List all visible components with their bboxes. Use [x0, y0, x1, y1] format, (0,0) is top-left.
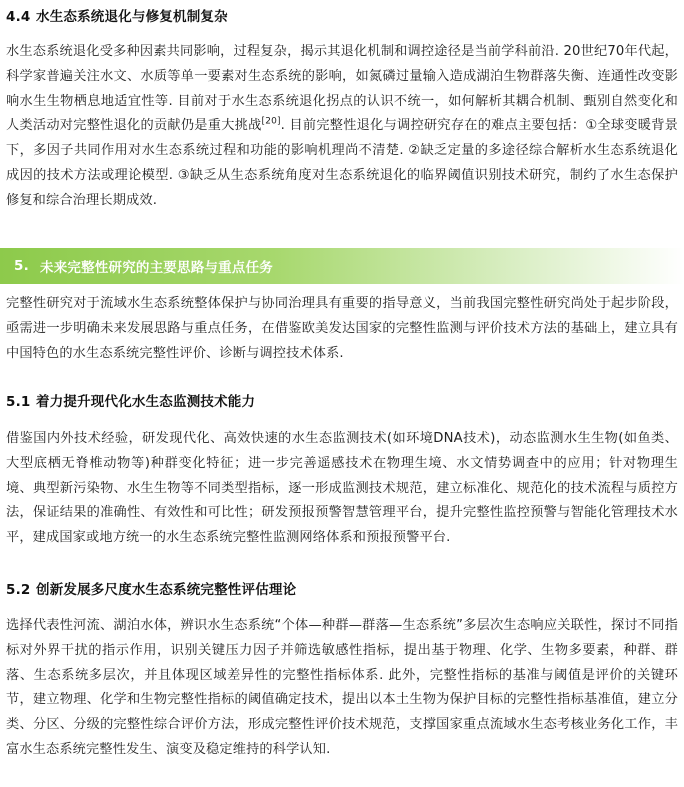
section-number: 5.1	[6, 394, 31, 410]
paragraph-text: 水生态系统退化受多种因素共同影响，过程复杂，揭示其退化机制和调控途径是当前学科前沿. 20世纪70年代起，科学家普遍关注水文、水质等单一要素对生态系统的影响，如氮磷过量输入造成湖泊生物群落失衡、连通性改变影响水生生物栖息地适宜性等. 目前对于水生态系统退化拐点的认识不统一，如何解析其耦合机制、甄别自然变化和人类活动对完整性退化的贡献仍是重大挑战	[6, 44, 678, 134]
section-title: 水生态系统退化与修复机制复杂	[36, 9, 228, 25]
section-4-4-paragraph	[6, 40, 678, 214]
paragraph-text-continued: . 目前完整性退化与调控研究存在的难点主要包括：①全球变暖背景下，多因子共同作用对水生态系统过程和功能的影响机理尚不清楚. ②缺乏定量的多途径综合解析水生态系统退化成因的技术方法或理论模型. ③缺乏从生态系统角度对生态系统退化的临界阈值识别技术研究，制约了水生态保护修复和综合治理长期成效.	[6, 118, 678, 208]
section-5-2-paragraph: 选择代表性河流、湖泊水体，辨识水生态系统“个体—种群—群落—生态系统”多层次生态响应关联性，探讨不同指标对外界干扰的指示作用，识别关键压力因子并筛选敏感性指标，提出基于物理、化学、生物多要素，种群、群落、生态系统多层次，并且体现区域差异性的完整性指标体系. 此外，完整性指标的基准与阈值是评价的关键环节，建立物理、化学和生物完整性指标的阈值确定技术，提出以本土生物为保护目标的完整性指标基准值，建立分类、分区、分级的完整性综合评价方法，形成完整性评价技术规范，支撑国家重点流域水生态考核业务化工作，丰富水生态系统完整性发生、演变及稳定维持的科学认知.	[6, 618, 678, 757]
section-heading-5-1	[6, 392, 255, 412]
section-heading-5-2	[6, 580, 296, 600]
citation-ref: [20]	[261, 117, 281, 127]
section-title: 创新发展多尺度水生态系统完整性评估理论	[36, 582, 297, 598]
section-5-1-paragraph: 借鉴国内外技术经验，研发现代化、高效快速的水生态监测技术(如环境DNA技术)，动态监测水生生物(如鱼类、大型底栖无脊椎动物等)种群变化特征；进一步完善遥感技术在物理生境、水文情势调查中的应用；针对物理生境、典型新污染物、水生生物等不同类型指标，逐一形成监测技术规范，建立标准化、规范化的技术流程与质控方法，保证结果的准确性、有效性和可比性；研发预报预警智慧管理平台，提升完整性监控预警与智能化管理技术水平，建成国家或地方统一的水生态系统完整性监测网络体系和预报预警平台.	[6, 431, 678, 546]
section-heading-5-band	[0, 248, 684, 284]
section-number: 5.	[14, 258, 29, 274]
section-title: 未来完整性研究的主要思路与重点任务	[40, 260, 273, 276]
section-heading-4-4	[6, 7, 228, 27]
section-number: 4.4	[6, 9, 31, 25]
section-5-paragraph: 完整性研究对于流域水生态系统整体保护与协同治理具有重要的指导意义，当前我国完整性研究尚处于起步阶段，亟需进一步明确未来发展思路与重点任务，在借鉴欧美发达国家的完整性监测与评价技术方法的基础上，建立具有中国特色的水生态系统完整性评价、诊断与调控技术体系.	[6, 296, 678, 361]
section-title: 着力提升现代化水生态监测技术能力	[36, 394, 256, 410]
section-number: 5.2	[6, 582, 31, 598]
